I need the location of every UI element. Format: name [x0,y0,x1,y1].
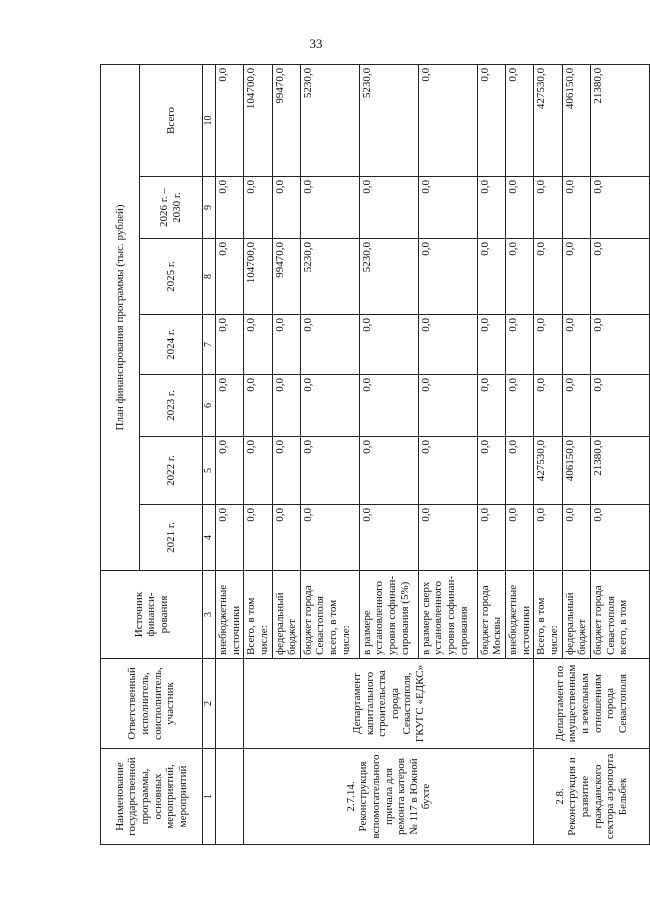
value-cell: 0,0 [300,315,359,375]
value-cell: 21380,0 [590,64,649,176]
value-cell: 0,0 [477,64,505,176]
value-cell: 0,0 [477,315,505,375]
source-cell: Всего, в том числе: [244,571,272,659]
activity-name-2-8: 2.8. Реконструкция и развитие гражданского сектора аэропорта Бельбек [534,749,650,845]
col-index: 10 [203,64,216,176]
value-cell: 0,0 [477,375,505,437]
col-index: 6 [203,375,216,437]
value-cell: 0,0 [216,315,244,375]
value-cell: 0,0 [477,239,505,315]
table-row [534,64,562,844]
source-cell: бюджет города Москвы [477,571,505,659]
col-index: 4 [203,505,216,571]
value-cell: 0,0 [244,375,272,437]
header-program-name: Наименование государственной программы, основных мероприятий, мероприятий [101,749,203,845]
value-cell: 0,0 [359,315,418,375]
rotated-table-container [100,65,630,845]
source-cell: в размере сверх установленного уровня софинан-сирования [418,571,477,659]
value-cell: 104700,0 [244,64,272,176]
col-index: 8 [203,239,216,315]
value-cell: 0,0 [244,505,272,571]
value-cell: 5230,0 [359,239,418,315]
value-cell: 0,0 [300,437,359,505]
col-index: 7 [203,315,216,375]
value-cell: 0,0 [359,375,418,437]
col-index: 3 [203,571,216,659]
value-cell: 0,0 [300,177,359,239]
header-year-2022: 2022 г. [140,437,203,505]
value-cell: 406150,0 [562,64,590,176]
value-cell: 0,0 [272,437,300,505]
value-cell: 0,0 [477,505,505,571]
value-cell: 0,0 [216,177,244,239]
header-financing-plan: План финансирования программы (тыс. рублей) [101,64,140,570]
header-year-2021: 2021 г. [140,505,203,571]
value-cell: 0,0 [534,505,562,571]
value-cell: 0,0 [418,239,477,315]
source-cell: бюджет города Севастополя всего, в том [590,571,649,659]
page-number: 33 [309,36,323,51]
col-index: 5 [203,437,216,505]
value-cell: 0,0 [216,437,244,505]
executor-cell-empty [216,659,244,749]
value-cell: 0,0 [506,315,534,375]
source-cell: в размере установленного уровня софинан-сирования (5%) [359,571,418,659]
activity-name-2-7-14: 2.7.14. Реконструкция вспомогательного причала для ремонта катеров № 117 в Южной бухте [244,749,534,845]
value-cell: 0,0 [506,375,534,437]
value-cell: 0,0 [590,177,649,239]
value-cell: 0,0 [359,505,418,571]
value-cell: 0,0 [477,177,505,239]
source-cell: бюджет города Севастополя всего, в том числе: [300,571,359,659]
value-cell: 99470,0 [272,64,300,176]
value-cell: 0,0 [216,64,244,176]
value-cell: 0,0 [300,375,359,437]
source-cell: Всего, в том числе: [534,571,562,659]
table-row [216,64,244,844]
table-row [244,64,272,844]
value-cell: 21380,0 [590,437,649,505]
source-cell: федеральный бюджет [272,571,300,659]
value-cell: 0,0 [272,177,300,239]
value-cell: 0,0 [562,239,590,315]
value-cell: 0,0 [272,315,300,375]
value-cell: 0,0 [244,177,272,239]
executor-2-7-14: Департамент капитального строительства города Севастополя, ГКУГС «ЕДКС» [244,659,534,749]
value-cell: 0,0 [477,437,505,505]
value-cell: 0,0 [418,315,477,375]
value-cell: 0,0 [506,177,534,239]
value-cell: 427530,0 [534,437,562,505]
name-cell-empty [216,749,244,845]
value-cell: 0,0 [590,375,649,437]
header-executor: Ответственный исполнитель, соисполнитель, участник [101,659,203,749]
value-cell: 0,0 [506,64,534,176]
value-cell: 0,0 [216,375,244,437]
financing-table [100,64,650,845]
value-cell: 0,0 [590,505,649,571]
value-cell: 0,0 [562,177,590,239]
value-cell: 0,0 [534,239,562,315]
value-cell: 0,0 [359,437,418,505]
header-year-2024: 2024 г. [140,315,203,375]
value-cell: 0,0 [506,239,534,315]
source-cell: внебюджетные источники [216,571,244,659]
value-cell: 0,0 [534,375,562,437]
value-cell: 0,0 [216,505,244,571]
header-year-2025: 2025 г. [140,239,203,315]
value-cell: 0,0 [272,375,300,437]
value-cell: 0,0 [590,315,649,375]
value-cell: 0,0 [244,437,272,505]
value-cell: 0,0 [534,177,562,239]
source-cell: федеральный бюджет [562,571,590,659]
value-cell: 0,0 [590,239,649,315]
value-cell: 0,0 [506,437,534,505]
value-cell: 0,0 [562,375,590,437]
value-cell: 0,0 [418,64,477,176]
value-cell: 0,0 [300,505,359,571]
col-index: 1 [203,749,216,845]
value-cell: 5230,0 [359,64,418,176]
executor-2-8: Департамент по имущественным и земельным отношениям города Севастополя [534,659,650,749]
source-cell: внебюджетные источники [506,571,534,659]
value-cell: 0,0 [418,375,477,437]
header-years-2026-2030: 2026 г. – 2030 г. [140,177,203,239]
value-cell: 0,0 [418,437,477,505]
value-cell: 0,0 [506,505,534,571]
value-cell: 406150,0 [562,437,590,505]
value-cell: 5230,0 [300,64,359,176]
header-total: Всего [140,64,203,176]
col-index: 9 [203,177,216,239]
value-cell: 0,0 [272,505,300,571]
value-cell: 0,0 [418,177,477,239]
rotated-table-area [100,65,630,845]
header-funding-source: Источник финанси-рования [101,571,203,659]
col-index: 2 [203,659,216,749]
value-cell: 0,0 [244,315,272,375]
value-cell: 0,0 [216,239,244,315]
value-cell: 427530,0 [534,64,562,176]
value-cell: 0,0 [562,315,590,375]
value-cell: 0,0 [562,505,590,571]
value-cell: 0,0 [359,177,418,239]
header-year-2023: 2023 г. [140,375,203,437]
value-cell: 0,0 [534,315,562,375]
value-cell: 0,0 [418,505,477,571]
value-cell: 104700,0 [244,239,272,315]
value-cell: 99470,0 [272,239,300,315]
value-cell: 5230,0 [300,239,359,315]
